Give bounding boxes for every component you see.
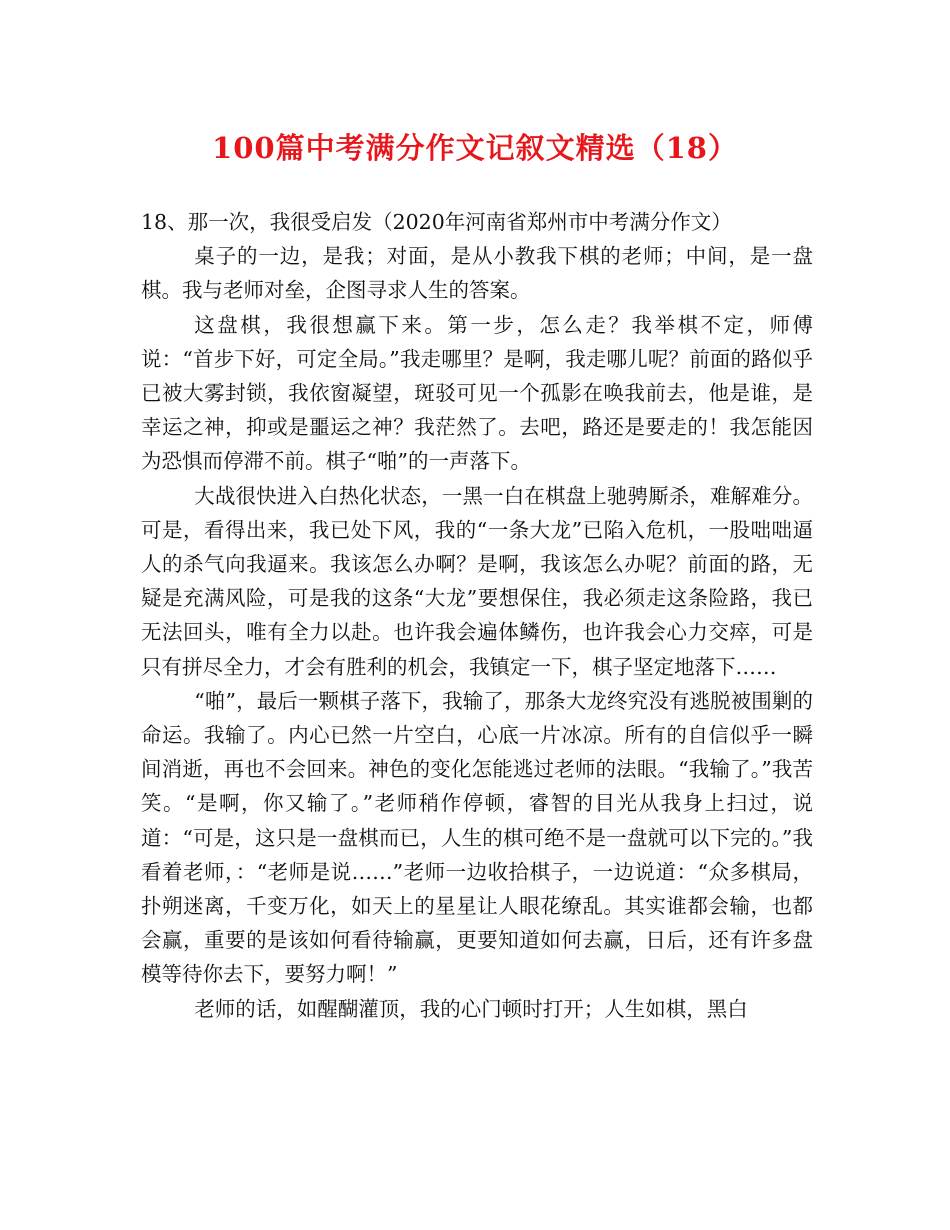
paragraph: “啪”，最后一颗棋子落下，我输了，那条大龙终究没有逃脱被围剿的命运。我输了。内心已然一片空白，心底一片冰凉。所有的自信似乎一瞬间消逝，再也不会回来。神色的变化怎能逃过老师的法眼。“我输了。”我苦笑。“是啊，你又输了。”老师稍作停顿，睿智的目光从我身上扫过，说道：“可是，这只是一盘棋而已，人生的棋可绝不是一盘就可以下完的。”我看着老师，：“老师是说……”老师一边收拾棋子，一边说道：“众多棋局，扑朔迷离，千变万化，如天上的星星让人眼花缭乱。其实谁都会输，也都会赢，重要的是该如何看待输赢，更要知道如何去赢，日后，还有许多盘模等待你去下，要努力啊！” (141, 688, 813, 987)
document-title: 100篇中考满分作文记叙文精选（18） (212, 131, 738, 165)
document-body (141, 205, 813, 1026)
essay-heading: 18、那一次，我很受启发（2020年河南省郑州市中考满分作文） (141, 210, 732, 234)
paragraph: 老师的话，如醒醐灌顶，我的心门顿时打开；人生如棋，黑白 (194, 996, 748, 1021)
paragraph: 桌子的一边，是我；对面，是从小教我下棋的老师；中间，是一盘棋。我与老师对垒，企图寻求人生的答案。 (141, 244, 813, 303)
paragraph: 这盘棋，我很想赢下来。第一步，怎么走？我举棋不定，师傅说：“首步下好，可定全局。”我走哪里？是啊，我走哪儿呢？前面的路似乎已被大雾封锁，我依窗凝望，斑驳可见一个孤影在唤我前去，他是谁，是幸运之神，抑或是噩运之神？我茫然了。去吧，路还是要走的！我怎能因为恐惧而停滞不前。棋子“啪”的一声落下。 (141, 312, 813, 474)
paragraph: 大战很快进入白热化状态，一黑一白在棋盘上驰骋厮杀，难解难分。可是，看得出来，我已处下风，我的“一条大龙”已陷入危机，一股咄咄逼人的杀气向我逼来。我该怎么办啊？是啊，我该怎么办呢？前面的路，无疑是充满风险，可是我的这条“大龙”要想保住，我必须走这条险路，我已无法回头，唯有全力以赴。也许我会遍体鳞伤，也许我会心力交瘁，可是只有拼尽全力，才会有胜利的机会，我镇定一下，棋子坚定地落下…… (141, 483, 813, 679)
